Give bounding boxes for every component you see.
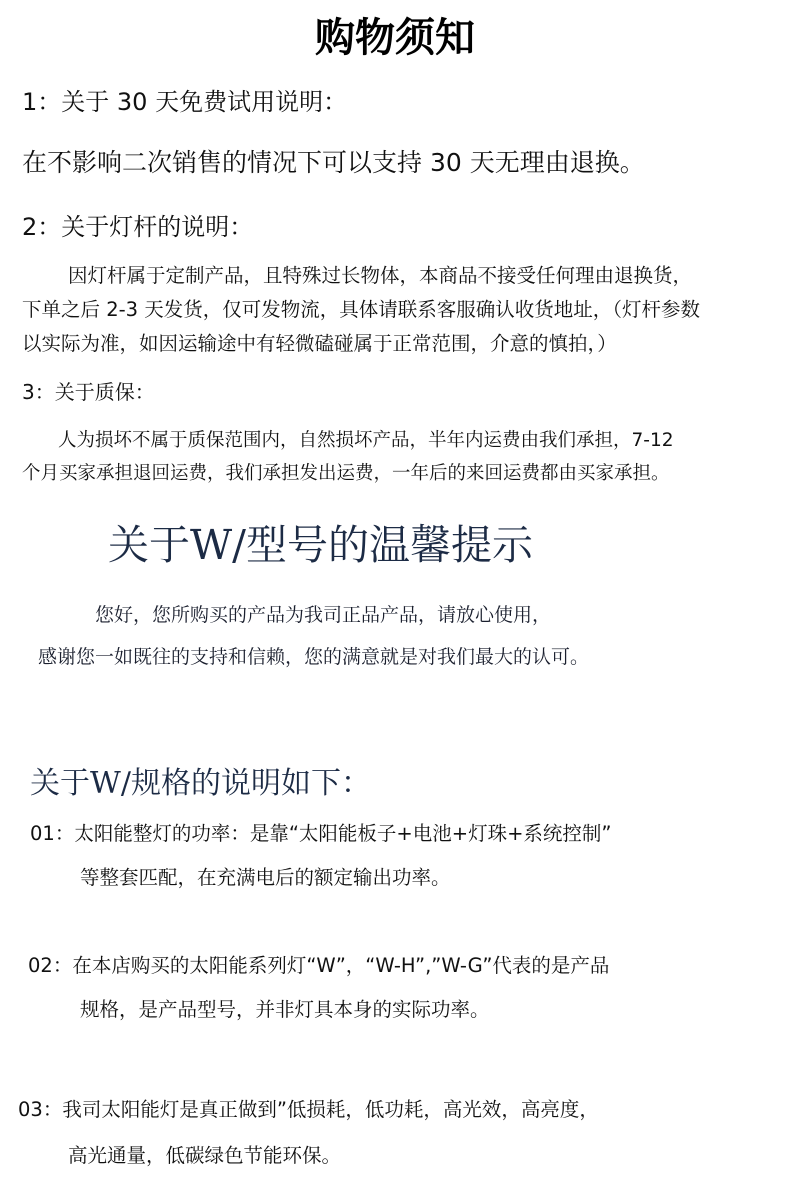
spec-item-line: 高光通量，低碳绿色节能环保。 bbox=[68, 1144, 342, 1167]
trial-policy-text: 在不影响二次销售的情况下可以支持 30 天无理由退换。 bbox=[22, 148, 645, 177]
warranty-policy-line: 个月买家承担退回运费，我们承担发出运费，一年后的来回运费都由买家承担。 bbox=[22, 463, 670, 484]
pole-policy-line: 因灯杆属于定制产品，且特殊过长物体，本商品不接受任何理由退换货， bbox=[68, 264, 693, 287]
section-heading-trial: 1：关于 30 天免费试用说明： bbox=[22, 88, 348, 116]
page-title: 购物须知 bbox=[315, 15, 475, 61]
section-heading-pole: 2：关于灯杆的说明： bbox=[22, 213, 254, 241]
tips-line: 感谢您一如既往的支持和信赖，您的满意就是对我们最大的认可。 bbox=[38, 646, 590, 668]
spec-item-line: 02：在本店购买的太阳能系列灯“W”，“W-H”,”W-G”代表的是产品 bbox=[28, 954, 610, 977]
warranty-policy-line: 人为损坏不属于质保范围内，自然损坏产品，半年内运费由我们承担，7-12 bbox=[58, 430, 674, 451]
pole-policy-line: 下单之后 2-3 天发货，仅可发物流，具体请联系客服确认收货地址，（灯杆参数 bbox=[22, 298, 700, 321]
spec-item-line: 03：我司太阳能灯是真正做到”低损耗，低功耗，高光效，高亮度， bbox=[18, 1098, 599, 1121]
tips-title: 关于W/型号的温馨提示 bbox=[108, 521, 533, 569]
pole-policy-line: 以实际为准，如因运输途中有轻微磕碰属于正常范围，介意的慎拍，） bbox=[22, 332, 617, 355]
spec-item-line: 规格，是产品型号，并非灯具本身的实际功率。 bbox=[80, 998, 490, 1021]
spec-title: 关于W/规格的说明如下： bbox=[30, 766, 371, 801]
tips-line: 您好，您所购买的产品为我司正品产品，请放心使用， bbox=[95, 604, 552, 626]
spec-item-line: 等整套匹配，在充满电后的额定输出功率。 bbox=[80, 866, 451, 889]
spec-item-line: 01：太阳能整灯的功率：是靠“太阳能板子+电池+灯珠+系统控制” bbox=[30, 822, 612, 845]
section-heading-warranty: 3：关于质保： bbox=[22, 380, 155, 404]
